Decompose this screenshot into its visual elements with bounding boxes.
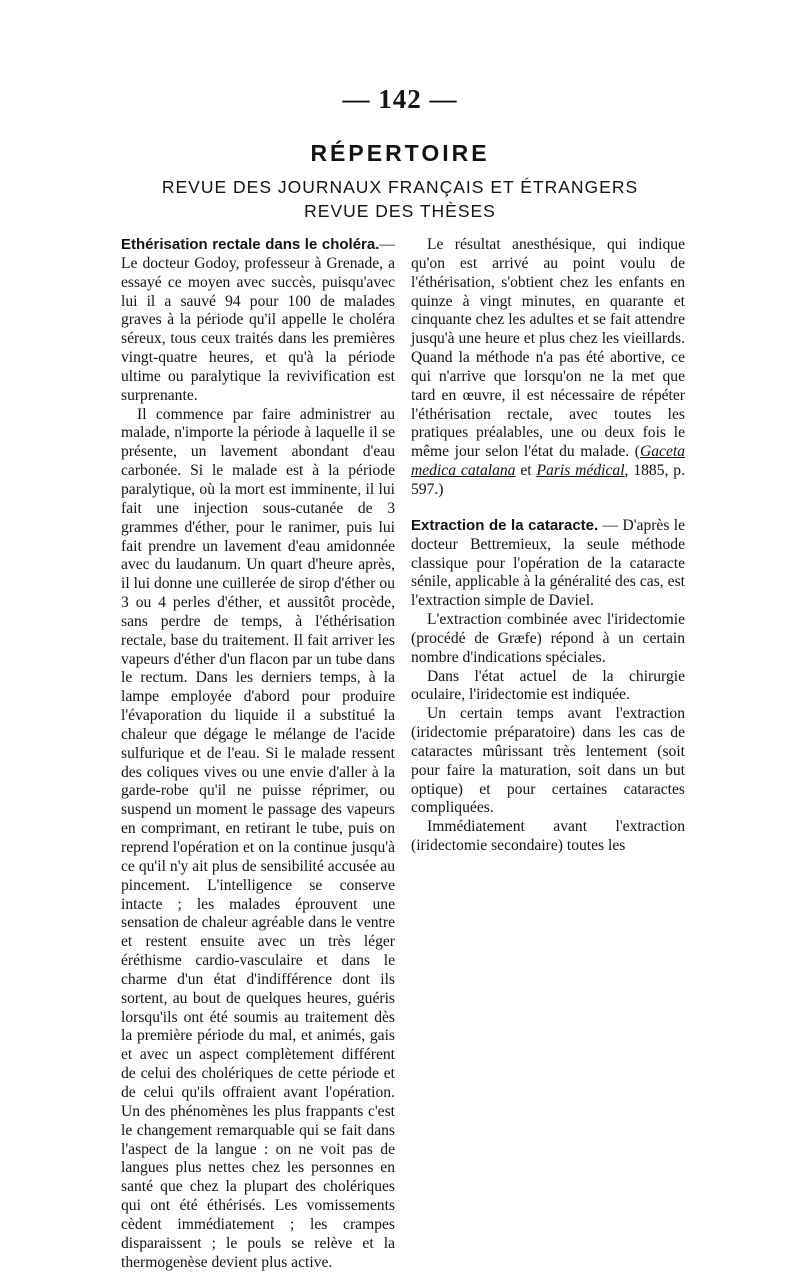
article-cholera-intro: — Le docteur Godoy, professeur à Grenade, a essayé ce moyen avec succès, puisqu'avec lui il a sauvé 94 pour 100 de malades graves à la période qu'il appelle le choléra séreux, tous ceux traités dans les premières vingt-quatre heures, et qu'à la période ultime ou paralytique la revivification est surprenante. xyxy=(121,236,395,404)
article-cataract-intro: — D'après le docteur Bettremieux, la seule méthode classique pour l'opération de la cataracte sénile, applicable à la généralité des cas, est l'extraction simple de Daviel. xyxy=(411,516,685,610)
article-cataract-p2: L'extraction combinée avec l'iridectomie (procédé de Græfe) répond à un certain nombre d'indications spéciales. xyxy=(411,611,685,666)
citation-paris-medical: Paris médical xyxy=(536,462,625,480)
section-subtitle-journals: REVUE DES JOURNAUX FRANÇAIS ET ÉTRANGERS xyxy=(161,177,639,197)
article-cataract-p5: Immédiatement avant l'extraction (iridectomie secondaire) toutes les xyxy=(411,818,685,855)
article-cholera-p2: Il commence par faire administrer au malade, n'importe la période à laquelle il se présente, un lavement abondant d'eau carbonée. Si le malade est à la période paralytique, où la mort est imminente, il lui fait une injection sous-cutanée de 3 grammes d'éther, pour le ranimer, puis lui fait prendre un lavement d'eau amidonnée avec du laudanum. Un quart d'heure après, il lui donne une cuillerée de sirop d'éther ou 3 ou 4 perles d'éther, et aussitôt procède, sans perdre de temps, à l'éthérisation rectale, base du traitement. Il fait arriver les vapeurs d'éther d'un flacon par un tube dans le rectum. Dans les derniers temps, à la lampe employée d'abord pour produire l'évaporation du liquide il a substitué la chaleur que dégage le mélange de l'acide sulfurique et de l'eau. Si le malade ressent des coliques vives ou une envie d'aller à la garde-robe qu'il ne puisse réprimer, ou suspend un moment le passage des vapeurs en comprimant, en retirant le tube, puis on reprend l'opération et on la continue jusqu'à ce qu'il n'y ait plus de sensibilité accusée au pincement. L'intelligence se conserve intacte ; les malades éprouvent une sensation de chaleur agréable dans le ventre et restent ensuite avec un très léger éréthisme cardio-vasculaire et dans le charme d'un état d'indifférence dont ils sortent, au bout de quelques heures, guéris lorsqu'ils ont été soumis au traitement dès la première période du mal, et animés, gais et avec un aspect complètement différent de celui des cholériques de cette période et de celui qu'ils offraient avant l'opération. Un des phénomènes les plus frappants c'est le changement remarquable qui se fait dans l'aspect de la langue : on ne voit pas de langues plus nettes chez les personnes en santé que chez la plupart des cholériques qui ont été éthérisés. Les vomissements cèdent immédiatement ; les crampes disparaissent ; le pouls se relève et la thermogenèse devient plus active. xyxy=(121,405,395,1271)
text-column-left xyxy=(121,236,395,1272)
article-cataract-heading: Extraction de la cataracte. xyxy=(411,516,599,534)
citation-connector: et xyxy=(515,462,537,480)
article-cholera-results: Le résultat anesthésique, qui indique qu'on est arrivé au point voulu de l'éthérisation, s'obtient chez les enfants en quinze à vingt minutes, en quarante et cinquante chez les adultes et se fait attendre jusqu'à une heure et plus chez les vieillards. Quand la méthode n'a pas été abortive, ce qui n'arrive que lorsqu'on ne la met que tard en œuvre, il est nécessaire de répéter l'éthérisation rectale, avec toutes les pratiques préalables, une ou deux fois le même jour selon l'état du malade. ( xyxy=(411,236,685,461)
citation-reference: , 1885, p. 597.) xyxy=(411,462,685,498)
article-cataract-p1 xyxy=(411,517,685,611)
section-title: RÉPERTOIRE xyxy=(310,140,490,166)
article-cataract-p3: Dans l'état actuel de la chirurgie oculaire, l'iridectomie est indiquée. xyxy=(411,667,685,704)
section-subtitle-theses: REVUE DES THÈSES xyxy=(304,201,496,221)
article-cholera-heading: Ethérisation rectale dans le choléra. xyxy=(121,236,380,253)
article-cataract-p4: Un certain temps avant l'extraction (iridectomie préparatoire) dans les cas de cataractes mûrissant très lentement (soit pour faire la maturation, soit dans un but optique) et pour certaines cataractes compliquées. xyxy=(411,705,685,817)
page-number: — 142 — xyxy=(342,84,458,114)
article-cholera-p1 xyxy=(121,236,395,406)
citation-gaceta: Gaceta medica catalana xyxy=(411,443,685,480)
article-cholera-p3 xyxy=(411,236,685,500)
text-column-right xyxy=(411,236,685,856)
section-spacer xyxy=(411,500,685,517)
